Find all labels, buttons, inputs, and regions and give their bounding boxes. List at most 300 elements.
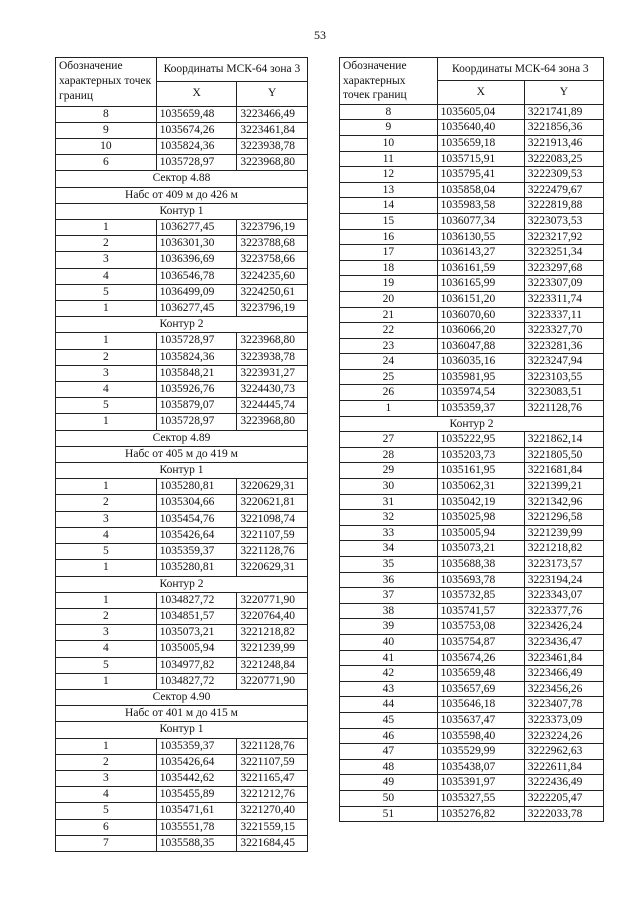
point-number-cell: 30 [340, 479, 438, 495]
x-coordinate-cell: 1035728,97 [156, 155, 237, 171]
point-number-cell: 7 [56, 835, 157, 851]
x-coordinate-cell: 1035442,62 [156, 770, 237, 786]
point-number-cell: 1 [56, 738, 157, 754]
x-coordinate-cell: 1036277,45 [156, 301, 237, 317]
table-row [56, 754, 308, 770]
y-coordinate-cell: 3222479,67 [524, 182, 603, 198]
y-coordinate-cell: 3224445,74 [237, 398, 308, 414]
y-coordinate-cell: 3223194,24 [524, 572, 603, 588]
table-row [340, 666, 604, 682]
point-number-cell: 24 [340, 354, 438, 370]
table-row [340, 291, 604, 307]
x-coordinate-cell: 1035754,87 [437, 634, 524, 650]
y-coordinate-cell: 3223461,84 [237, 122, 308, 138]
point-number-cell: 8 [340, 104, 438, 120]
contour-title-row [56, 576, 308, 592]
point-number-cell: 6 [56, 155, 157, 171]
table-row [340, 744, 604, 760]
point-number-cell: 18 [340, 260, 438, 276]
table-row [56, 252, 308, 268]
point-number-cell: 43 [340, 681, 438, 697]
table-row [56, 673, 308, 689]
x-coordinate-cell: 1036077,34 [437, 213, 524, 229]
x-coordinate-cell: 1035161,95 [437, 463, 524, 479]
y-coordinate-cell: 3223327,70 [524, 323, 603, 339]
x-coordinate-cell: 1036066,20 [437, 323, 524, 339]
y-coordinate-cell: 3220771,90 [237, 592, 308, 608]
table-row [56, 479, 308, 495]
y-coordinate-cell: 3223297,68 [524, 260, 603, 276]
point-number-cell: 3 [56, 252, 157, 268]
point-label-header: Обозначение характерных точек границ [56, 58, 157, 107]
x-coordinate-cell: 1035005,94 [156, 641, 237, 657]
x-coordinate-cell: 1035795,41 [437, 167, 524, 183]
table-row [56, 139, 308, 155]
x-coordinate-cell: 1035693,78 [437, 572, 524, 588]
point-number-cell: 17 [340, 245, 438, 261]
y-coordinate-cell: 3223461,84 [524, 650, 603, 666]
table-row [340, 494, 604, 510]
point-number-cell: 5 [56, 657, 157, 673]
table-row [56, 819, 308, 835]
point-label-header: Обозначение характерных точек границ [340, 58, 438, 105]
table-row [56, 770, 308, 786]
y-coordinate-cell: 3221128,76 [524, 401, 603, 417]
y-coordinate-cell: 3222436,49 [524, 775, 603, 791]
x-coordinate-cell: 1035438,07 [437, 759, 524, 775]
y-coordinate-cell: 3223407,78 [524, 697, 603, 713]
point-number-cell: 3 [56, 511, 157, 527]
point-number-cell: 44 [340, 697, 438, 713]
point-number-cell: 28 [340, 447, 438, 463]
table-row [340, 775, 604, 791]
x-coordinate-cell: 1035073,21 [437, 541, 524, 557]
point-number-cell: 19 [340, 276, 438, 292]
table-row [340, 603, 604, 619]
table-row [56, 803, 308, 819]
point-number-cell: 49 [340, 775, 438, 791]
point-number-cell: 2 [56, 754, 157, 770]
point-number-cell: 37 [340, 588, 438, 604]
table-row [340, 167, 604, 183]
table-row [56, 365, 308, 381]
y-coordinate-cell: 3223788,68 [237, 236, 308, 252]
point-number-cell: 5 [56, 398, 157, 414]
y-coordinate-cell: 3222611,84 [524, 759, 603, 775]
point-number-cell: 21 [340, 307, 438, 323]
table-row [56, 608, 308, 624]
table-row [340, 697, 604, 713]
x-coordinate-cell: 1035848,21 [156, 365, 237, 381]
table-row [56, 738, 308, 754]
x-coordinate-cell: 1035455,89 [156, 787, 237, 803]
table-row [56, 657, 308, 673]
y-coordinate-cell: 3223103,55 [524, 369, 603, 385]
point-number-cell: 1 [56, 479, 157, 495]
x-coordinate-cell: 1036277,45 [156, 220, 237, 236]
point-number-cell: 1 [56, 673, 157, 689]
table-row [340, 276, 604, 292]
y-coordinate-cell: 3223311,74 [524, 291, 603, 307]
point-number-cell: 8 [56, 106, 157, 122]
contour-title-row [56, 317, 308, 333]
x-coordinate-cell: 1036396,69 [156, 252, 237, 268]
table-row [340, 728, 604, 744]
point-number-cell: 5 [56, 284, 157, 300]
y-coordinate-cell: 3221296,58 [524, 510, 603, 526]
table-row [340, 432, 604, 448]
sector-title: Сектор 4.88 [56, 171, 308, 187]
y-coordinate-cell: 3223938,78 [237, 349, 308, 365]
y-coordinate-cell: 3222962,63 [524, 744, 603, 760]
table-row [56, 382, 308, 398]
x-coordinate-cell: 1035637,47 [437, 712, 524, 728]
y-coordinate-cell: 3221128,76 [237, 738, 308, 754]
y-coordinate-cell: 3221098,74 [237, 511, 308, 527]
point-number-cell: 9 [340, 120, 438, 136]
x-coordinate-cell: 1035203,73 [437, 447, 524, 463]
y-coordinate-cell: 3223083,51 [524, 385, 603, 401]
table-row [340, 541, 604, 557]
y-coordinate-cell: 3220629,31 [237, 479, 308, 495]
x-coordinate-cell: 1035280,81 [156, 479, 237, 495]
x-coordinate-cell: 1035605,04 [437, 104, 524, 120]
table-row [340, 307, 604, 323]
point-number-cell: 12 [340, 167, 438, 183]
y-coordinate-cell: 3223073,53 [524, 213, 603, 229]
x-coordinate-cell: 1035042,19 [437, 494, 524, 510]
y-coordinate-cell: 3221684,45 [237, 835, 308, 851]
x-coordinate-cell: 1035454,76 [156, 511, 237, 527]
y-coordinate-cell: 3221212,76 [237, 787, 308, 803]
table-row [340, 463, 604, 479]
y-coordinate-cell: 3221913,46 [524, 135, 603, 151]
table-row [340, 790, 604, 806]
x-coordinate-cell: 1035858,04 [437, 182, 524, 198]
point-number-cell: 1 [56, 301, 157, 317]
point-number-cell: 1 [56, 592, 157, 608]
point-number-cell: 1 [56, 414, 157, 430]
table-row [56, 560, 308, 576]
point-number-cell: 22 [340, 323, 438, 339]
point-number-cell: 1 [56, 220, 157, 236]
table-row [340, 634, 604, 650]
x-coordinate-cell: 1035327,55 [437, 790, 524, 806]
y-coordinate-cell: 3223456,26 [524, 681, 603, 697]
table-row [340, 525, 604, 541]
x-coordinate-cell: 1035657,69 [437, 681, 524, 697]
table-row [340, 447, 604, 463]
table-row [56, 527, 308, 543]
y-coordinate-cell: 3221239,99 [237, 641, 308, 657]
point-number-cell: 16 [340, 229, 438, 245]
x-header: X [437, 81, 524, 104]
x-coordinate-cell: 1035926,76 [156, 382, 237, 398]
x-coordinate-cell: 1035359,37 [156, 544, 237, 560]
point-number-cell: 5 [56, 544, 157, 560]
table-row [340, 213, 604, 229]
table-row [340, 354, 604, 370]
x-coordinate-cell: 1035588,35 [156, 835, 237, 851]
y-coordinate-cell: 3221741,89 [524, 104, 603, 120]
y-coordinate-cell: 3221165,47 [237, 770, 308, 786]
page-number: 53 [314, 28, 326, 42]
table-row [56, 511, 308, 527]
table-row [56, 641, 308, 657]
point-number-cell: 34 [340, 541, 438, 557]
y-coordinate-cell: 3224235,60 [237, 268, 308, 284]
x-coordinate-cell: 1035426,64 [156, 754, 237, 770]
y-coordinate-cell: 3223373,09 [524, 712, 603, 728]
point-number-cell: 50 [340, 790, 438, 806]
x-coordinate-cell: 1035598,40 [437, 728, 524, 744]
table-row [56, 301, 308, 317]
point-number-cell: 9 [56, 122, 157, 138]
x-coordinate-cell: 1035471,61 [156, 803, 237, 819]
y-coordinate-cell: 3223251,34 [524, 245, 603, 261]
point-number-cell: 15 [340, 213, 438, 229]
coordinates-header: Координаты МСК-64 зона 3 [156, 58, 307, 82]
point-number-cell: 36 [340, 572, 438, 588]
table-row [340, 198, 604, 214]
sector-altitude-range: Набс от 409 м до 426 м [56, 187, 308, 203]
point-number-cell: 29 [340, 463, 438, 479]
x-coordinate-cell: 1035646,18 [437, 697, 524, 713]
point-number-cell: 46 [340, 728, 438, 744]
point-number-cell: 14 [340, 198, 438, 214]
sector-altitude-range: Набс от 401 м до 415 м [56, 706, 308, 722]
y-coordinate-cell: 3223758,66 [237, 252, 308, 268]
point-number-cell: 20 [340, 291, 438, 307]
table-row [56, 414, 308, 430]
contour-title: Контур 1 [56, 722, 308, 738]
y-coordinate-cell: 3223281,36 [524, 338, 603, 354]
table-row [340, 588, 604, 604]
point-number-cell: 45 [340, 712, 438, 728]
point-number-cell: 31 [340, 494, 438, 510]
x-coordinate-cell: 1035715,91 [437, 151, 524, 167]
contour-title-row [56, 722, 308, 738]
y-coordinate-cell: 3223377,76 [524, 603, 603, 619]
contour-title-row [340, 416, 604, 432]
point-number-cell: 47 [340, 744, 438, 760]
x-coordinate-cell: 1035879,07 [156, 398, 237, 414]
y-coordinate-cell: 3222819,88 [524, 198, 603, 214]
table-row [340, 572, 604, 588]
x-coordinate-cell: 1035974,54 [437, 385, 524, 401]
point-number-cell: 23 [340, 338, 438, 354]
point-number-cell: 40 [340, 634, 438, 650]
x-coordinate-cell: 1035304,66 [156, 495, 237, 511]
sector-title-row [56, 430, 308, 446]
x-coordinate-cell: 1035824,36 [156, 349, 237, 365]
x-coordinate-cell: 1035983,58 [437, 198, 524, 214]
y-coordinate-cell: 3221342,96 [524, 494, 603, 510]
y-coordinate-cell: 3223466,49 [524, 666, 603, 682]
x-coordinate-cell: 1035659,48 [156, 106, 237, 122]
point-number-cell: 39 [340, 619, 438, 635]
table-row [340, 338, 604, 354]
point-number-cell: 35 [340, 557, 438, 573]
x-coordinate-cell: 1036546,78 [156, 268, 237, 284]
y-coordinate-cell: 3221681,84 [524, 463, 603, 479]
x-coordinate-cell: 1035981,95 [437, 369, 524, 385]
table-row [340, 323, 604, 339]
point-number-cell: 26 [340, 385, 438, 401]
contour-title: Контур 2 [340, 416, 604, 432]
table-row [340, 510, 604, 526]
y-coordinate-cell: 3223224,26 [524, 728, 603, 744]
y-coordinate-cell: 3221856,36 [524, 120, 603, 136]
y-coordinate-cell: 3223796,19 [237, 301, 308, 317]
x-coordinate-cell: 1035674,26 [437, 650, 524, 666]
x-coordinate-cell: 1035688,38 [437, 557, 524, 573]
y-coordinate-cell: 3222083,25 [524, 151, 603, 167]
x-header: X [156, 82, 237, 106]
point-number-cell: 4 [56, 641, 157, 657]
point-number-cell: 41 [340, 650, 438, 666]
x-coordinate-cell: 1036165,99 [437, 276, 524, 292]
coordinates-header: Координаты МСК-64 зона 3 [437, 58, 603, 81]
table-row [340, 557, 604, 573]
table-row [56, 333, 308, 349]
table-row [56, 220, 308, 236]
table-row [340, 619, 604, 635]
y-header: Y [524, 81, 603, 104]
left-header-row [56, 58, 308, 82]
y-coordinate-cell: 3221128,76 [237, 544, 308, 560]
y-coordinate-cell: 3223307,09 [524, 276, 603, 292]
x-coordinate-cell: 1035741,57 [437, 603, 524, 619]
table-row [340, 260, 604, 276]
point-number-cell: 2 [56, 608, 157, 624]
point-number-cell: 4 [56, 268, 157, 284]
table-row [340, 385, 604, 401]
point-number-cell: 38 [340, 603, 438, 619]
contour-title: Контур 2 [56, 317, 308, 333]
table-row [56, 398, 308, 414]
sector-altitude-range: Набс от 405 м до 419 м [56, 446, 308, 462]
x-coordinate-cell: 1035276,82 [437, 806, 524, 822]
y-coordinate-cell: 3223938,78 [237, 139, 308, 155]
table-row [340, 229, 604, 245]
x-coordinate-cell: 1035659,18 [437, 135, 524, 151]
contour-title-row [56, 463, 308, 479]
x-coordinate-cell: 1035551,78 [156, 819, 237, 835]
point-number-cell: 32 [340, 510, 438, 526]
y-coordinate-cell: 3223173,57 [524, 557, 603, 573]
x-coordinate-cell: 1035073,21 [156, 625, 237, 641]
contour-title: Контур 2 [56, 576, 308, 592]
y-coordinate-cell: 3223247,94 [524, 354, 603, 370]
x-coordinate-cell: 1035025,98 [437, 510, 524, 526]
table-row [56, 787, 308, 803]
point-number-cell: 42 [340, 666, 438, 682]
x-coordinate-cell: 1034977,82 [156, 657, 237, 673]
table-row [56, 236, 308, 252]
y-coordinate-cell: 3221107,59 [237, 754, 308, 770]
x-coordinate-cell: 1035640,40 [437, 120, 524, 136]
table-row [340, 182, 604, 198]
point-number-cell: 4 [56, 787, 157, 803]
x-coordinate-cell: 1036161,59 [437, 260, 524, 276]
y-coordinate-cell: 3221805,50 [524, 447, 603, 463]
x-coordinate-cell: 1035728,97 [156, 414, 237, 430]
y-coordinate-cell: 3221559,15 [237, 819, 308, 835]
table-row [340, 401, 604, 417]
table-row [56, 835, 308, 851]
x-coordinate-cell: 1035728,97 [156, 333, 237, 349]
x-coordinate-cell: 1035426,64 [156, 527, 237, 543]
y-coordinate-cell: 3222033,78 [524, 806, 603, 822]
table-row [340, 759, 604, 775]
sector-title: Сектор 4.89 [56, 430, 308, 446]
y-coordinate-cell: 3221218,82 [524, 541, 603, 557]
table-row [340, 806, 604, 822]
x-coordinate-cell: 1036143,27 [437, 245, 524, 261]
point-number-cell: 6 [56, 819, 157, 835]
y-coordinate-cell: 3222309,53 [524, 167, 603, 183]
x-coordinate-cell: 1035732,85 [437, 588, 524, 604]
table-row [56, 268, 308, 284]
table-row [56, 544, 308, 560]
point-number-cell: 2 [56, 236, 157, 252]
right-header-row [340, 58, 604, 81]
y-coordinate-cell: 3224250,61 [237, 284, 308, 300]
table-row [56, 592, 308, 608]
x-coordinate-cell: 1035824,36 [156, 139, 237, 155]
x-coordinate-cell: 1036130,55 [437, 229, 524, 245]
sector-title-row [56, 689, 308, 705]
x-coordinate-cell: 1036301,30 [156, 236, 237, 252]
y-coordinate-cell: 3220621,81 [237, 495, 308, 511]
y-coordinate-cell: 3220629,31 [237, 560, 308, 576]
contour-title: Контур 1 [56, 463, 308, 479]
x-coordinate-cell: 1035659,48 [437, 666, 524, 682]
point-number-cell: 4 [56, 382, 157, 398]
table-row [56, 122, 308, 138]
x-coordinate-cell: 1035753,08 [437, 619, 524, 635]
point-number-cell: 48 [340, 759, 438, 775]
x-coordinate-cell: 1034851,57 [156, 608, 237, 624]
x-coordinate-cell: 1036499,09 [156, 284, 237, 300]
table-row [56, 284, 308, 300]
y-coordinate-cell: 3223796,19 [237, 220, 308, 236]
x-coordinate-cell: 1036035,16 [437, 354, 524, 370]
sector-title-row [56, 171, 308, 187]
y-coordinate-cell: 3221248,84 [237, 657, 308, 673]
point-number-cell: 51 [340, 806, 438, 822]
point-number-cell: 4 [56, 527, 157, 543]
x-coordinate-cell: 1034827,72 [156, 673, 237, 689]
y-coordinate-cell: 3221218,82 [237, 625, 308, 641]
sector-altitude-range-row [56, 187, 308, 203]
y-coordinate-cell: 3221107,59 [237, 527, 308, 543]
x-coordinate-cell: 1035005,94 [437, 525, 524, 541]
table-row [340, 650, 604, 666]
y-coordinate-cell: 3223968,80 [237, 333, 308, 349]
contour-title: Контур 1 [56, 203, 308, 219]
table-row [56, 625, 308, 641]
point-number-cell: 11 [340, 151, 438, 167]
x-coordinate-cell: 1035391,97 [437, 775, 524, 791]
y-coordinate-cell: 3223337,11 [524, 307, 603, 323]
table-row [340, 104, 604, 120]
table-row [340, 479, 604, 495]
y-coordinate-cell: 3223426,24 [524, 619, 603, 635]
table-row [340, 151, 604, 167]
right-coordinates-table [339, 57, 604, 822]
